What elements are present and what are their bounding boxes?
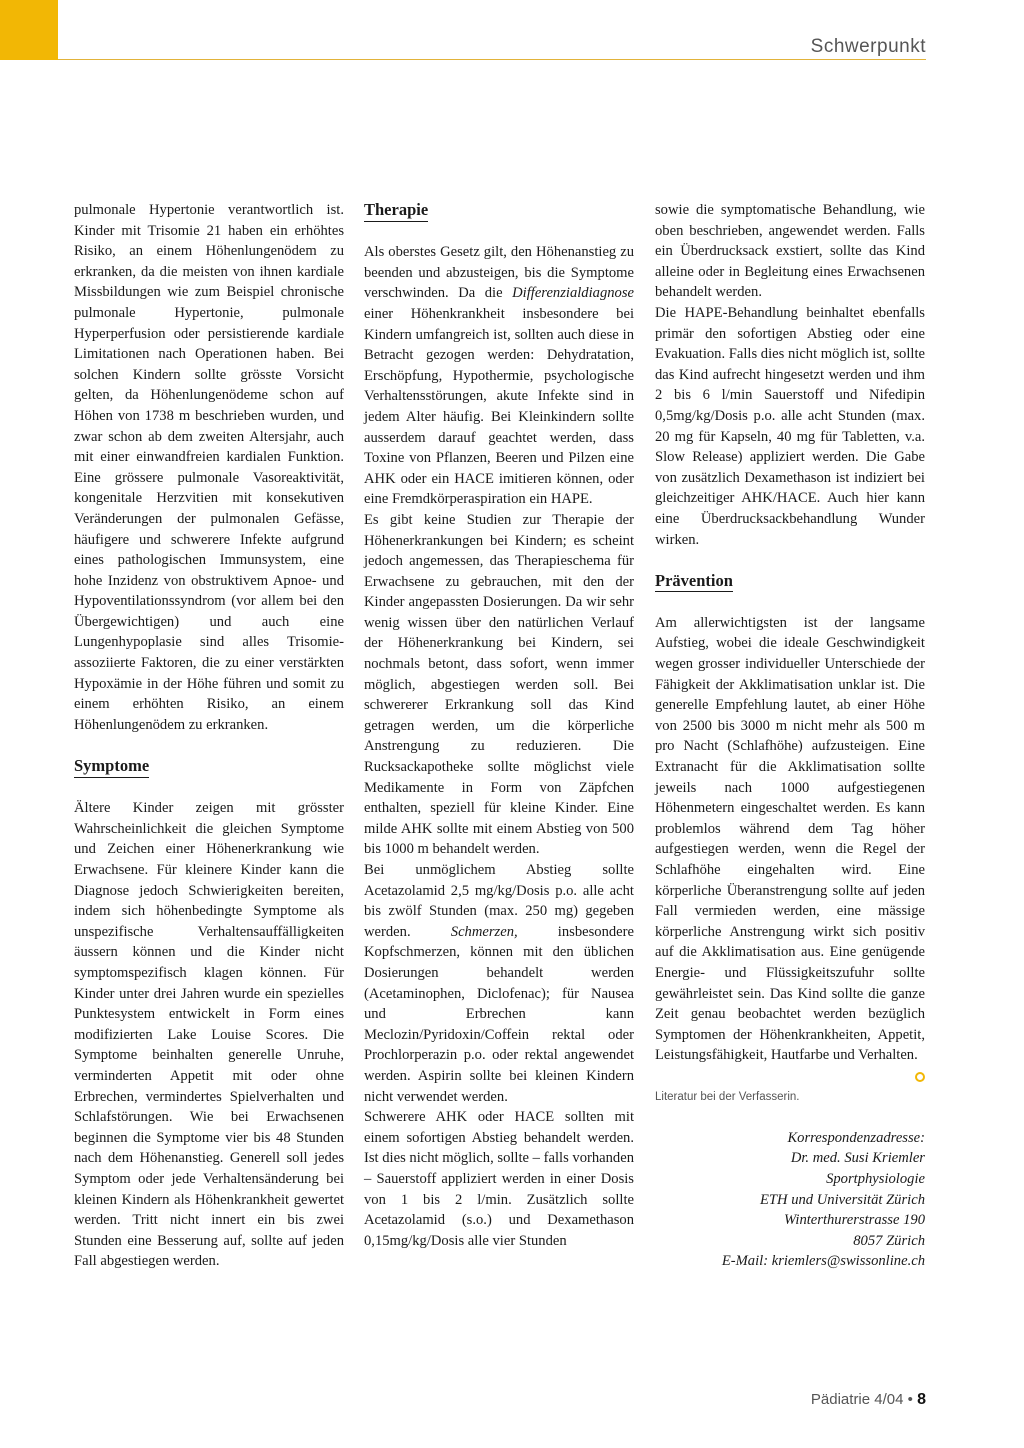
heading-therapie: Therapie	[364, 200, 428, 222]
heading-praevention: Prävention	[655, 571, 733, 593]
emphasis: Schmerzen,	[450, 923, 518, 940]
journal-issue: Pädiatrie 4/04	[810, 1391, 904, 1408]
end-mark-icon	[915, 1072, 925, 1082]
column-2	[364, 200, 634, 1251]
column-1	[74, 200, 344, 1272]
column-3	[655, 200, 925, 1272]
paragraph: pulmonale Hypertonie verantwortlich ist. Kinder mit Trisomie 21 haben ein erhöhtes Risiko, an einem Höhenlungenödem zu erkranken, da die meisten von ihnen kardiale Missbildungen wie zum Beispiel chronische pulmonale Hypertonie, pulmonale Hyperperfusion oder persistierende kardiale Limitationen nach Operationen haben. Bei solchen Kindern sollte grösste Vorsicht gelten, da Höhenlungenödeme schon auf Höhen von 1738 m beschrieben wurden, und zwar schon ab dem zweiten Altersjahr, auch mit einer einwandfreien kardialen Funktion. Eine grössere pulmonale Vasoreaktivität, kongenitale Herzvitien mit konsekutiven Veränderungen der pulmonalen Gefässe, häufigere und schwerere Infekte aufgrund eines pathologischen Immunsystem, eine hohe Inzidenz von obstruktivem Apnoe- und Hypoventilationssyndrom (vor allem bei den Übergewichtigen) und auch eine Lungenhypoplasie sind alles Trisomie-assoziierte Faktoren, die zu einer verstärkten Hypoxämie in der Höhe führen und somit zu einem erhöhten Risiko, an einem Höhenlungenödem zu erkranken.	[74, 202, 344, 733]
paragraph: Bei unmöglichem Abstieg sollte Acetazolamid 2,5 mg/kg/Dosis p.o. alle acht bis zwölf Stunden (max. 250 mg) gegeben werden. Schmerzen, insbesondere Kopfschmerzen, können mit den üblichen Dosierungen behandelt werden (Acetaminophen, Diclofenac); für Nausea und Erbrechen kann Meclozin/Pyridoxin/Coffein rektal oder Prochlorperazin p.o. oder rektal angewendet werden. Aspirin sollte bei kleinen Kindern nicht verwendet werden.	[364, 862, 634, 1105]
paragraph: Als oberstes Gesetz gilt, den Höhenanstieg zu beenden und abzusteigen, bis die Symptome verschwinden. Da die Differenzialdiagnose einer Höhenkrankheit insbesondere bei Kindern umfangreich ist, sollten auch diese in Betracht gezogen werden: Dehydratation, Erschöpfung, Hypothermie, psychologische Verhaltensstörungen, akute Infekte sind in jedem Alter häufig. Bei Kleinkindern sollte ausserdem darauf geachtet werden, dass Toxine von Pflanzen, Beeren und Pilzen eine AHK oder ein HACE imitieren können, oder eine Fremdkörperaspiration ein HAPE.	[364, 244, 634, 508]
address-line: ETH und Universität Zürich	[760, 1191, 925, 1208]
accent-block	[0, 0, 58, 60]
literature-note: Literatur bei der Verfasserin.	[655, 1090, 800, 1103]
paragraph: Ältere Kinder zeigen mit grösster Wahrscheinlichkeit die gleichen Symptome und Zeichen einer Höhenerkrankung wie Erwachsene. Für kleinere Kinder kann die Diagnose jedoch Schwierigkeiten bereiten, indem sich höhenbedingte Symptome als unspezifische Verhaltensauffälligkeiten äussern können und die Kinder nicht symptomspezifisch klagen können. Für Kinder unter drei Jahren wurde ein spezielles Punktesystem entwickelt in Form eines modifizierten Lake Louise Scores. Die Symptome beinhalten generelle Unruhe, verminderten Appetit mit oder ohne Erbrechen, vermindertes Spielverhalten und Schlafstörungen. Wie bei Erwachsenen beginnen die Symptome vier bis 48 Stunden nach dem Höhenanstieg. Generell soll jedes Symptom oder jede Verhaltensänderung bei kleinen Kindern als Höhenkrankheit gewertet werden. Tritt nicht innert ein bis zwei Stunden eine Besserung auf, sollte auf jeden Fall abgestiegen werden.	[74, 800, 344, 1270]
heading-symptome: Symptome	[74, 756, 149, 778]
section-label: Schwerpunkt	[810, 36, 926, 57]
emphasis: Differenzialdiagnose	[512, 285, 634, 302]
address-line: Sportphysiologie	[826, 1170, 925, 1187]
bullet: •	[907, 1391, 913, 1408]
page-footer	[811, 1391, 926, 1409]
email-link[interactable]: E-Mail: kriemlers@swissonline.ch	[721, 1253, 925, 1270]
paragraph: Die HAPE-Behandlung beinhaltet ebenfalls primär den sofortigen Abstieg oder eine Evakuation. Falls dies nicht möglich ist, sollte das Kind aufrecht hingesetzt werden und ihm 2 bis 6 l/min Sauerstoff und Nifedipin 0,5mg/kg/Dosis p.o. alle acht Stunden (max. 20 mg für Kapseln, 40 mg für Tabletten, v.a. Slow Release) appliziert werden. Die Gabe von zusätzlich Dexamethason ist indiziert bei gleichzeitiger AHK/HACE. Auch hier kann eine Überdrucksackbehandlung Wunder wirken.	[655, 304, 925, 548]
address-line: Winterthurerstrasse 190	[784, 1212, 925, 1229]
page-number: 8	[917, 1391, 926, 1408]
address-line: Korrespondenzadresse:	[787, 1129, 925, 1146]
correspondence-address	[655, 1128, 925, 1272]
paragraph: Es gibt keine Studien zur Therapie der Höhenerkrankungen bei Kindern; es scheint jedoch angemessen, das Therapieschema für Erwachsene zu gebrauchen, mit den der Kinder angepassten Dosierungen. Da wir sehr wenig wissen über den natürlichen Verlauf der Höhenerkrankung bei Kindern, sei nochmals betont, dass sofort, wenn immer möglich, abgestiegen werden soll. Bei schwererer Erkrankung soll das Kind getragen werden, um die körperliche Anstrengung zu reduzieren. Die Rucksackapotheke sollte möglichst viele Medikamente in Form von Zäpfchen enthalten, speziell für kleine Kinder. Eine milde AHK sollte mit einem Abstieg von 500 bis 1000 m behandelt werden.	[364, 511, 634, 858]
paragraph: Schwerere AHK oder HACE sollten mit einem sofortigen Abstieg behandelt werden. Ist dies nicht möglich, sollte – falls vorhanden – Sauerstoff appliziert werden in einer Dosis von 1 bis 2 l/min. Zusätzlich sollte Acetazolamid (s.o.) und Dexamethason 0,15mg/kg/Dosis alle vier Stunden	[364, 1109, 634, 1249]
address-line: Dr. med. Susi Kriemler	[790, 1150, 925, 1167]
header-rule	[58, 59, 926, 60]
paragraph: Am allerwichtigsten ist der langsame Aufstieg, wobei die ideale Geschwindigkeit wegen grosser individueller Unterschiede der Fähigkeit der Akklimatisation unklar ist. Die generelle Empfehlung lautet, ab einer Höhe von 2500 bis 3000 m nicht mehr als 500 m pro Nacht (Schlafhöhe) aufzusteigen. Eine Extranacht für die Akklimatisation sollte jeweils nach 1000 aufgestiegenen Höhenmetern eingeschaltet werden. Es kann problemlos während dem Tag höher aufgestiegen werden, wenn die Regel der Schlafhöhe eingehalten wird. Eine körperliche Überanstrengung sollte auf jeden Fall vermieden werden, eine mässige körperliche Anstrengung wirkt sich positiv auf die Akklimatisation aus. Eine genügende Energie- und Flüssigkeitszufuhr sollte gewährleistet sein. Das Kind sollte die ganze Zeit genau beobachtet werden bezüglich Symptomen der Höhenkrankheiten, Appetit, Leistungsfähigkeit, Hautfarbe und Verhalten.	[655, 613, 925, 1066]
address-line: 8057 Zürich	[853, 1232, 925, 1249]
paragraph: sowie die symptomatische Behandlung, wie oben beschrieben, angewendet werden. Falls ein Überdrucksack exstiert, sollte das Kind alleine oder in Begleitung eines Erwachsenen behandelt werden.	[655, 202, 925, 301]
